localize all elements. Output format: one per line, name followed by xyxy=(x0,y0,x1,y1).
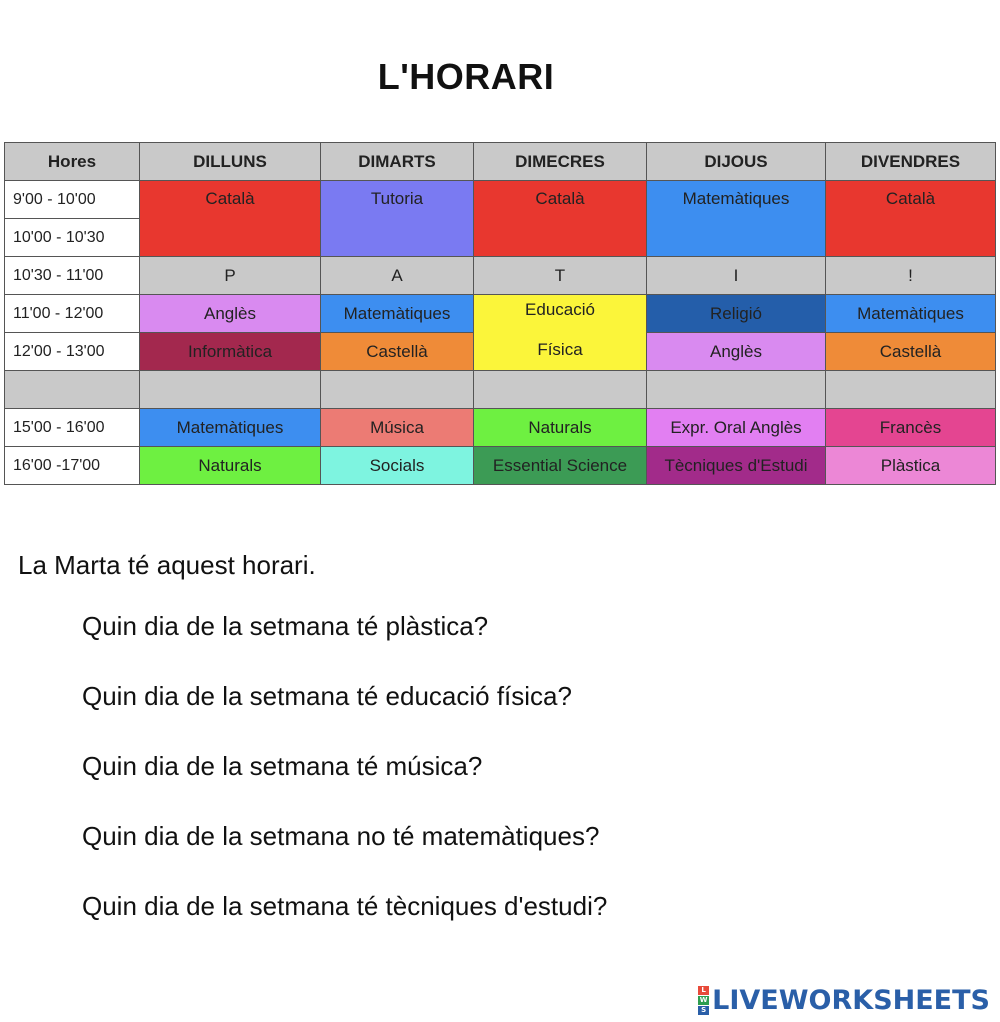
subject-cell: Essential Science xyxy=(474,447,647,485)
hour-cell: 16'00 -17'00 xyxy=(5,447,140,485)
break-cell: T xyxy=(474,257,647,295)
header-divendres: DIVENDRES xyxy=(826,143,996,181)
subject-line: Física xyxy=(537,339,583,359)
subject-cell: Tutoria xyxy=(321,181,474,257)
subject-cell: Matemàtiques xyxy=(140,409,321,447)
table-row xyxy=(5,409,996,447)
table-row xyxy=(5,257,996,295)
page-title: L'HORARI xyxy=(377,56,555,97)
question-item: Quin dia de la setmana té plàstica? xyxy=(82,611,489,641)
subject-cell: Català xyxy=(474,181,647,257)
subject-cell: Naturals xyxy=(140,447,321,485)
subject-cell: Expr. Oral Anglès xyxy=(647,409,826,447)
table-row xyxy=(5,181,996,219)
brand-text: LIVEWORKSHEETS xyxy=(712,985,990,1016)
break-cell: ! xyxy=(826,257,996,295)
logo-icon xyxy=(698,986,709,1015)
break-cell: A xyxy=(321,257,474,295)
table-row xyxy=(5,447,996,485)
hour-cell: 9'00 - 10'00 xyxy=(5,181,140,219)
question-item: Quin dia de la setmana té educació física? xyxy=(82,681,572,711)
header-dilluns: DILLUNS xyxy=(140,143,321,181)
subject-cell: Plàstica xyxy=(826,447,996,485)
break-cell: I xyxy=(647,257,826,295)
schedule-table xyxy=(4,142,996,485)
header-dimecres: DIMECRES xyxy=(474,143,647,181)
subject-cell: Música xyxy=(321,409,474,447)
subject-cell: Castellà xyxy=(321,333,474,371)
logo-letter: L xyxy=(698,986,709,995)
subject-cell: Castellà xyxy=(826,333,996,371)
empty-cell xyxy=(826,371,996,409)
intro-text: La Marta té aquest horari. xyxy=(18,550,316,580)
subject-cell: Religió xyxy=(647,295,826,333)
subject-line: Educació xyxy=(525,299,595,319)
hour-cell: 15'00 - 16'00 xyxy=(5,409,140,447)
header-dimarts: DIMARTS xyxy=(321,143,474,181)
liveworksheets-logo xyxy=(698,985,990,1016)
logo-letter: W xyxy=(699,996,708,1004)
empty-cell xyxy=(474,371,647,409)
subject-cell: Matemàtiques xyxy=(321,295,474,333)
subject-cell: Matemàtiques xyxy=(647,181,826,257)
subject-cell: Català xyxy=(140,181,321,257)
subject-cell: Anglès xyxy=(140,295,321,333)
subject-cell: Informàtica xyxy=(140,333,321,371)
empty-cell xyxy=(321,371,474,409)
hour-cell: 10'30 - 11'00 xyxy=(5,257,140,295)
subject-cell: Tècniques d'Estudi xyxy=(647,447,826,485)
subject-cell-educacio-fisica xyxy=(474,295,647,371)
question-item: Quin dia de la setmana no té matemàtiques? xyxy=(82,821,600,851)
hour-cell: 10'00 - 10'30 xyxy=(5,219,140,257)
question-item: Quin dia de la setmana té música? xyxy=(82,751,483,781)
header-hores: Hores xyxy=(5,143,140,181)
hour-cell: 11'00 - 12'00 xyxy=(5,295,140,333)
hour-cell: 12'00 - 13'00 xyxy=(5,333,140,371)
subject-cell: Anglès xyxy=(647,333,826,371)
subject-cell: Català xyxy=(826,181,996,257)
question-list xyxy=(82,608,607,958)
subject-cell: Socials xyxy=(321,447,474,485)
header-row xyxy=(5,143,996,181)
hour-cell xyxy=(5,371,140,409)
empty-cell xyxy=(647,371,826,409)
subject-cell: Francès xyxy=(826,409,996,447)
break-cell: P xyxy=(140,257,321,295)
table-row-lunch xyxy=(5,371,996,409)
header-dijous: DIJOUS xyxy=(647,143,826,181)
subject-cell: Naturals xyxy=(474,409,647,447)
logo-letter: S xyxy=(698,1006,709,1015)
empty-cell xyxy=(140,371,321,409)
subject-cell: Matemàtiques xyxy=(826,295,996,333)
table-row xyxy=(5,295,996,333)
question-item: Quin dia de la setmana té tècniques d'estudi? xyxy=(82,891,608,921)
